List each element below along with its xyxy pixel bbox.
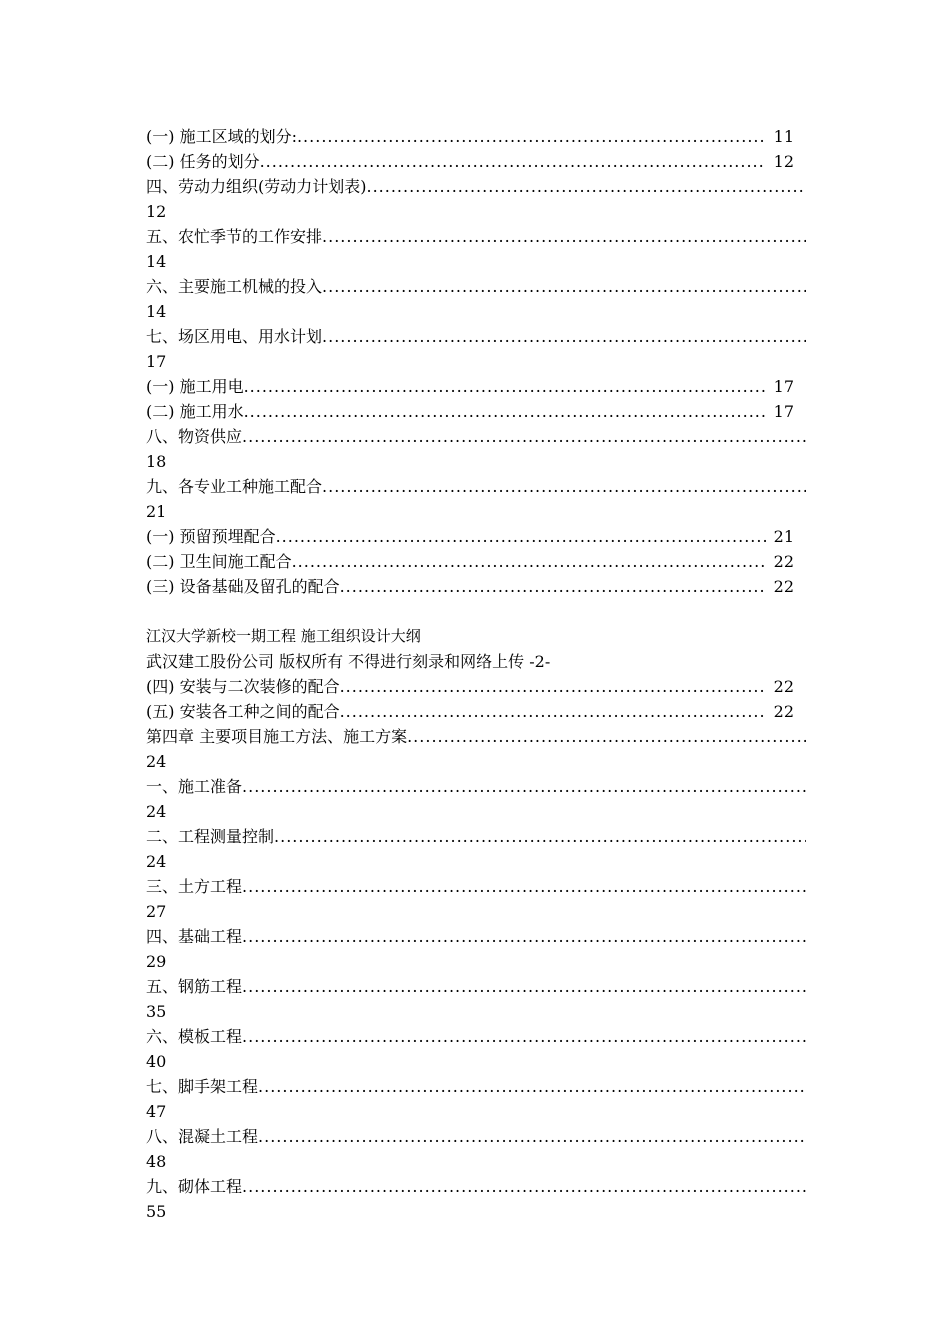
toc-entry-page: 35: [146, 1002, 167, 1021]
toc-entry-page: 17: [146, 352, 167, 371]
toc-entry: [146, 924, 806, 949]
toc-entry-page: 40: [146, 1052, 167, 1071]
toc-entry: [146, 724, 806, 749]
dot-leader: [276, 524, 766, 549]
dot-leader: [274, 824, 806, 849]
dot-leader: [242, 424, 806, 449]
toc-entry: [146, 474, 806, 499]
toc-entry: [146, 774, 806, 799]
toc-entry-page: 12: [773, 152, 794, 171]
toc-entry-page: 22: [773, 677, 794, 696]
toc-entry-page: 24: [146, 752, 167, 771]
toc-entry-title: 七、场区用电、用水计划: [146, 327, 323, 346]
toc-section-1: [146, 124, 806, 599]
dot-leader: [322, 224, 806, 249]
footer-project-title: 江汉大学新校一期工程 施工组织设计大纲: [146, 627, 421, 645]
dot-leader: [244, 399, 766, 424]
dot-leader: [322, 274, 806, 299]
dot-leader: [340, 674, 766, 699]
toc-entry: [146, 149, 806, 174]
toc-entry-title: 九、各专业工种施工配合: [146, 477, 323, 496]
toc-entry: [146, 1074, 806, 1099]
toc-entry-page: 11: [773, 127, 794, 146]
toc-entry-title: 二、工程测量控制: [146, 827, 275, 846]
dot-leader: [242, 1174, 806, 1199]
dot-leader: [258, 1074, 806, 1099]
toc-entry-page: 22: [773, 552, 794, 571]
toc-entry: [146, 374, 806, 399]
toc-entry: [146, 174, 806, 199]
dot-leader: [242, 774, 806, 799]
toc-entry-page: 21: [146, 502, 167, 521]
toc-entry-title: 四、基础工程: [146, 927, 243, 946]
toc-entry: [146, 574, 806, 599]
footer-copyright: 武汉建工股份公司 版权所有 不得进行刻录和网络上传 -2-: [146, 652, 551, 671]
toc-entry: [146, 399, 806, 424]
toc-entry: [146, 124, 806, 149]
toc-entry-title: 九、砌体工程: [146, 1177, 243, 1196]
toc-entry-title: 四、劳动力组织(劳动力计划表): [146, 177, 367, 196]
toc-entry: [146, 699, 806, 724]
toc-entry-title: 八、混凝土工程: [146, 1127, 259, 1146]
toc-entry-title: 五、钢筋工程: [146, 977, 243, 996]
toc-entry-title: (二) 任务的划分: [146, 152, 260, 171]
dot-leader: [367, 174, 807, 199]
toc-entry: [146, 424, 806, 449]
toc-entry-title: 三、土方工程: [146, 877, 243, 896]
toc-entry: [146, 1024, 806, 1049]
toc-entry-title: 一、施工准备: [146, 777, 243, 796]
dot-leader: [258, 1124, 806, 1149]
toc-entry-title: (二) 施工用水: [146, 402, 244, 421]
toc-entry: [146, 274, 806, 299]
toc-entry-title: 六、主要施工机械的投入: [146, 277, 323, 296]
dot-leader: [242, 924, 806, 949]
toc-entry: [146, 224, 806, 249]
toc-entry-page: 27: [146, 902, 167, 921]
dot-leader: [407, 724, 806, 749]
dot-leader: [242, 874, 806, 899]
toc-entry: [146, 324, 806, 349]
dot-leader: [322, 324, 806, 349]
toc-entry-title: 六、模板工程: [146, 1027, 243, 1046]
toc-entry: [146, 1124, 806, 1149]
dot-leader: [340, 699, 766, 724]
toc-entry: [146, 674, 806, 699]
toc-entry-page: 14: [146, 302, 167, 321]
toc-entry: [146, 974, 806, 999]
toc-entry-title: (三) 设备基础及留孔的配合: [146, 577, 340, 596]
toc-entry: [146, 1174, 806, 1199]
toc-entry-page: 12: [146, 202, 167, 221]
toc-entry-page: 55: [146, 1202, 167, 1221]
toc-entry-page: 22: [773, 577, 794, 596]
toc-entry: [146, 824, 806, 849]
toc-entry-page: 24: [146, 802, 167, 821]
toc-entry: [146, 549, 806, 574]
dot-leader: [322, 474, 806, 499]
dot-leader: [292, 549, 766, 574]
toc-entry-title: (二) 卫生间施工配合: [146, 552, 292, 571]
toc-section-2: [146, 674, 806, 1224]
dot-leader: [242, 1024, 806, 1049]
toc-entry-page: 48: [146, 1152, 167, 1171]
dot-leader: [340, 574, 766, 599]
toc-entry-title: (一) 预留预埋配合: [146, 527, 276, 546]
toc-entry-page: 24: [146, 852, 167, 871]
toc-entry-title: (一) 施工用电: [146, 377, 244, 396]
dot-leader: [244, 374, 766, 399]
dot-leader: [260, 149, 766, 174]
toc-entry-page: 47: [146, 1102, 167, 1121]
toc-entry-title: (一) 施工区域的划分:: [146, 127, 297, 146]
dot-leader: [297, 124, 766, 149]
toc-entry-page: 14: [146, 252, 167, 271]
toc-entry-page: 17: [773, 402, 794, 421]
document-page: [146, 124, 806, 1224]
toc-entry-title: 五、农忙季节的工作安排: [146, 227, 323, 246]
toc-entry-title: 七、脚手架工程: [146, 1077, 259, 1096]
toc-entry: [146, 524, 806, 549]
dot-leader: [242, 974, 806, 999]
toc-entry-title: 八、物资供应: [146, 427, 243, 446]
toc-entry-page: 17: [773, 377, 794, 396]
toc-entry-title: (五) 安装各工种之间的配合: [146, 702, 340, 721]
toc-entry-page: 22: [773, 702, 794, 721]
page-break-gap: [146, 599, 806, 624]
toc-entry-title: (四) 安装与二次装修的配合: [146, 677, 340, 696]
toc-entry-page: 29: [146, 952, 167, 971]
toc-entry-title: 第四章 主要项目施工方法、施工方案: [146, 727, 408, 746]
toc-entry-page: 18: [146, 452, 167, 471]
toc-entry: [146, 874, 806, 899]
toc-entry-page: 21: [773, 527, 794, 546]
